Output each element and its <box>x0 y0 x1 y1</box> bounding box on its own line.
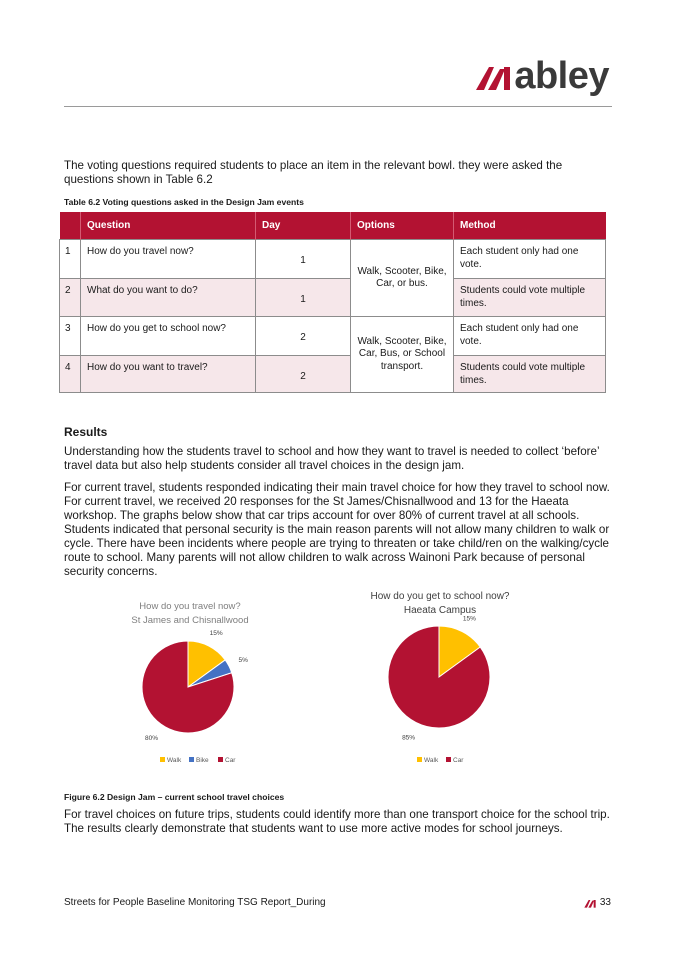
legend-label: Walk <box>167 757 182 764</box>
legend-swatch <box>218 757 223 762</box>
chart-title: How do you get to school now? <box>370 591 510 602</box>
footer-page <box>583 897 611 908</box>
results-paragraph-2: For current travel, students responded indicating their main travel choice for how they travel to school now. For current travel, we received 20 responses for the St James/Chisnallwood and 13 for the Haeata workshop. The graphs below show that car trips account for over 80% of current travel at all schools. Students indicated that personal security is the main reason parents will not allow many children to walk or cycle. There have been incidents where people are trying to threaten or take child/ren on the walking/cycle route to school. Many parents will not allow children to walk across Wainoni Park because of personal security concerns. <box>64 481 610 578</box>
data-label: 15% <box>209 629 223 637</box>
figure-caption: Figure 6.2 Design Jam – current school travel choices <box>64 792 285 802</box>
pie-chart-haeata <box>355 585 535 770</box>
header-divider <box>64 106 612 107</box>
voting-questions-table <box>59 212 606 393</box>
table-row <box>60 279 606 317</box>
column-header-question: Question <box>81 212 256 240</box>
table-row <box>60 317 606 356</box>
row-options: Walk, Scooter, Bike, Car, or bus. <box>351 240 454 317</box>
row-question: How do you get to school now? <box>81 317 256 356</box>
abley-logo <box>474 57 609 95</box>
column-header-number <box>60 212 81 240</box>
column-header-method: Method <box>454 212 606 240</box>
legend-swatch <box>446 757 451 762</box>
abley-small-logo-icon <box>583 898 597 908</box>
data-label: 15% <box>462 615 476 623</box>
row-question: How do you travel now? <box>81 240 256 279</box>
chart-subtitle: Haeata Campus <box>403 605 477 616</box>
table-row <box>60 240 606 279</box>
row-question: How do you want to travel? <box>81 356 256 393</box>
column-header-options: Options <box>351 212 454 240</box>
pie-chart-st-james <box>110 590 290 770</box>
row-day: 2 <box>300 371 306 382</box>
table-row <box>60 356 606 393</box>
row-method: Students could vote multiple times. <box>454 356 606 393</box>
row-number: 3 <box>60 317 81 356</box>
row-day-cell <box>256 240 351 279</box>
logo-text: abley <box>514 55 609 97</box>
legend-swatch <box>417 757 422 762</box>
row-day-cell <box>256 317 351 356</box>
row-number: 4 <box>60 356 81 393</box>
data-label: 85% <box>402 734 416 742</box>
results-paragraph-1: Understanding how the students travel to school and how they want to travel is needed to collect ‘before’ travel data but also help students consider all travel choices in the design jam. <box>64 445 600 472</box>
row-options: Walk, Scooter, Bike, Car, Bus, or School transport. <box>351 317 454 393</box>
row-day: 2 <box>300 332 306 343</box>
row-day-cell <box>256 279 351 317</box>
row-method: Each student only had one vote. <box>454 240 606 279</box>
closing-paragraph: For travel choices on future trips, students could identify more than one transport choice for the school trip. The results clearly demonstrate that students want to use more active modes for school journeys. <box>64 808 610 835</box>
legend-label: Walk <box>424 757 439 764</box>
row-method: Students could vote multiple times. <box>454 279 606 317</box>
legend-label: Car <box>225 757 236 764</box>
column-header-day: Day <box>256 212 351 240</box>
page-number: 33 <box>599 897 611 908</box>
results-heading: Results <box>64 425 108 439</box>
row-question: What do you want to do? <box>81 279 256 317</box>
data-label: 5% <box>238 656 248 664</box>
row-method: Each student only had one vote. <box>454 317 606 356</box>
table-caption: Table 6.2 Voting questions asked in the Design Jam events <box>64 197 304 207</box>
legend-label: Car <box>453 757 464 764</box>
intro-paragraph: The voting questions required students to place an item in the relevant bowl. they were asked the questions shown in Table 6.2 <box>64 159 563 186</box>
legend-label: Bike <box>196 757 209 764</box>
row-day: 1 <box>300 255 306 266</box>
row-number: 2 <box>60 279 81 317</box>
chart-title: How do you travel now? <box>139 601 241 612</box>
chart-subtitle: St James and Chisnallwood <box>131 615 249 626</box>
footer-report-title: Streets for People Baseline Monitoring TSG Report_During <box>64 897 326 908</box>
legend-swatch <box>189 757 194 762</box>
data-label: 80% <box>145 735 159 743</box>
table-header-row <box>60 212 606 240</box>
row-day: 1 <box>300 294 306 305</box>
row-day-cell <box>256 356 351 393</box>
abley-logo-mark-icon <box>474 61 512 91</box>
row-number: 1 <box>60 240 81 279</box>
legend-swatch <box>160 757 165 762</box>
